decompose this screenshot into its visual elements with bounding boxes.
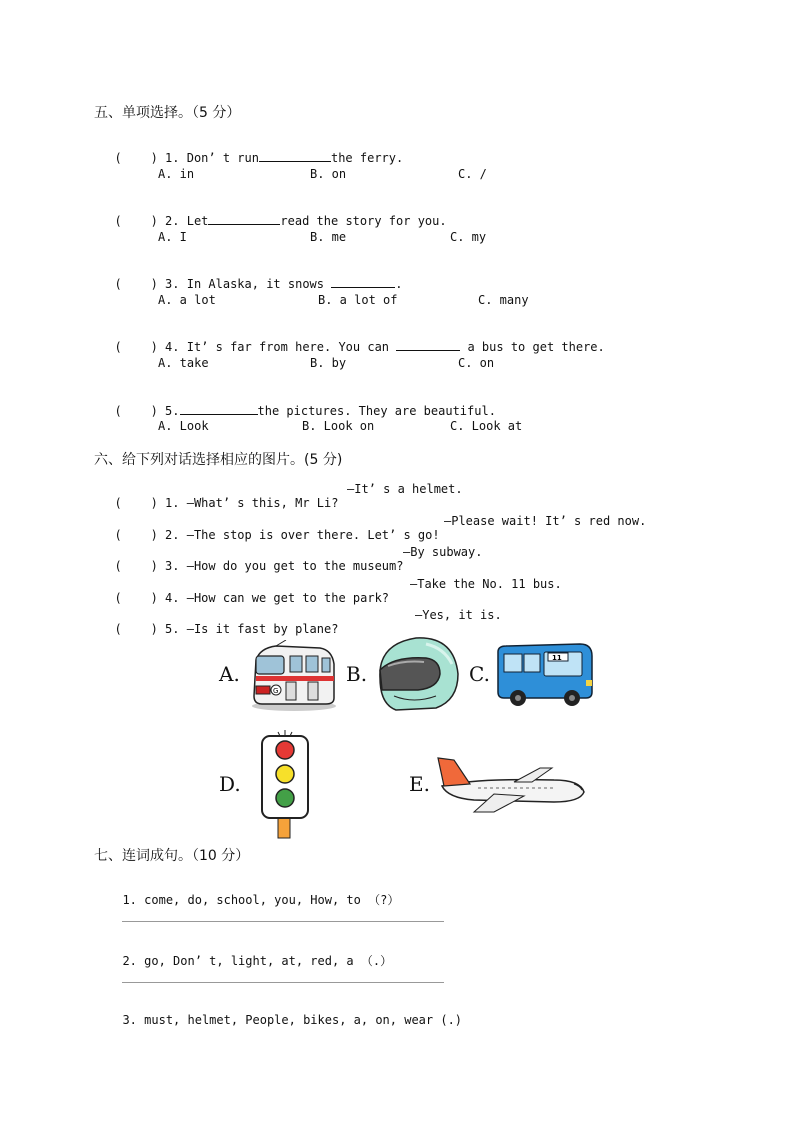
section-6-title: 六、给下列对话选择相应的图片。(5 分) xyxy=(94,452,343,468)
question-5-3 xyxy=(100,261,402,291)
word-list: come, do, school, you, How, to （?） xyxy=(144,893,400,907)
option-c[interactable]: C. Look at xyxy=(450,419,523,433)
question-number: 4. xyxy=(165,591,180,605)
dialog-6-5 xyxy=(100,608,338,636)
question-text: Don’ t run xyxy=(186,151,259,165)
dialog-6-4 xyxy=(100,577,389,605)
question-number: 1. xyxy=(165,496,180,510)
item-number: 3. xyxy=(122,1013,137,1027)
question-number: 3. xyxy=(165,559,180,573)
answer-paren[interactable]: ( ) xyxy=(114,622,158,636)
option-b[interactable]: B. on xyxy=(310,167,347,181)
bus-icon xyxy=(494,640,598,708)
dialog-6-3 xyxy=(100,545,403,573)
item-number: 2. xyxy=(122,954,137,968)
helmet-icon xyxy=(374,634,460,714)
dialog-question: —How can we get to the park? xyxy=(186,591,390,605)
answer-line[interactable] xyxy=(122,982,444,983)
picture-label-a: A. xyxy=(219,662,240,686)
question-5-2 xyxy=(100,198,447,228)
dialog-answer: —Take the No. 11 bus. xyxy=(410,577,562,591)
item-number: 1. xyxy=(122,893,137,907)
airplane-icon xyxy=(434,750,588,816)
question-text: the pictures. They are beautiful. xyxy=(257,404,496,418)
option-a[interactable]: A. Look xyxy=(158,419,209,433)
question-number: 2. xyxy=(165,528,180,542)
answer-paren[interactable]: ( ) xyxy=(114,528,158,542)
subway-train-icon xyxy=(246,640,338,712)
question-number: 1. xyxy=(165,151,180,165)
option-b[interactable]: B. me xyxy=(310,230,347,244)
answer-line[interactable] xyxy=(122,921,444,922)
answer-paren[interactable]: ( ) xyxy=(114,214,158,228)
bus-number: 11 xyxy=(552,654,562,662)
fill-blank[interactable] xyxy=(208,212,280,225)
dialog-answer: —Yes, it is. xyxy=(415,608,502,622)
option-a[interactable]: A. take xyxy=(158,356,209,370)
dialog-question: —Is it fast by plane? xyxy=(186,622,339,636)
section-7-title: 七、连词成句。（10 分） xyxy=(94,848,250,864)
option-b[interactable]: B. by xyxy=(310,356,347,370)
picture-label-e: E. xyxy=(409,772,430,796)
sentence-item-1 xyxy=(108,877,399,908)
option-b[interactable]: B. Look on xyxy=(302,419,375,433)
question-text: a bus to get there. xyxy=(460,340,605,354)
question-5-4 xyxy=(100,324,605,354)
traffic-light-icon xyxy=(256,730,314,840)
option-b[interactable]: B. a lot of xyxy=(318,293,398,307)
dialog-question: —What’ s this, Mr Li? xyxy=(186,496,339,510)
answer-paren[interactable]: ( ) xyxy=(114,340,158,354)
answer-paren[interactable]: ( ) xyxy=(114,151,158,165)
question-number: 5. xyxy=(165,404,180,418)
answer-paren[interactable]: ( ) xyxy=(114,559,158,573)
question-5-1 xyxy=(100,135,403,165)
dialog-answer: —It’ s a helmet. xyxy=(347,482,463,496)
word-list: must, helmet, People, bikes, a, on, wear (.) xyxy=(144,1013,463,1027)
picture-label-d: D. xyxy=(219,772,241,796)
question-number: 5. xyxy=(165,622,180,636)
option-c[interactable]: C. on xyxy=(458,356,495,370)
picture-label-c: C. xyxy=(469,662,490,686)
question-text: It’ s far from here. You can xyxy=(186,340,397,354)
answer-paren[interactable]: ( ) xyxy=(114,591,158,605)
question-number: 3. xyxy=(165,277,180,291)
fill-blank[interactable] xyxy=(180,402,258,415)
sentence-item-3 xyxy=(108,999,462,1027)
svg-text:G: G xyxy=(273,687,279,695)
fill-blank[interactable] xyxy=(396,338,460,351)
picture-label-b: B. xyxy=(346,662,368,686)
dialog-answer: —By subway. xyxy=(403,545,483,559)
option-a[interactable]: A. I xyxy=(158,230,187,244)
dialog-answer: —Please wait! It’ s red now. xyxy=(444,514,647,528)
sentence-item-2 xyxy=(108,938,392,969)
section-5-title: 五、单项选择。（5 分） xyxy=(94,105,241,121)
question-text: the ferry. xyxy=(330,151,404,165)
dialog-question: —The stop is over there. Let’ s go! xyxy=(186,528,440,542)
dialog-6-2 xyxy=(100,514,440,542)
answer-paren[interactable]: ( ) xyxy=(114,404,158,418)
fill-blank[interactable] xyxy=(259,149,331,162)
option-c[interactable]: C. my xyxy=(450,230,487,244)
word-list: go, Don’ t, light, at, red, a （.） xyxy=(144,954,393,968)
question-number: 4. xyxy=(165,340,180,354)
question-text: Let xyxy=(186,214,209,228)
option-a[interactable]: A. in xyxy=(158,167,195,181)
question-5-5 xyxy=(100,388,496,418)
question-text: . xyxy=(395,277,403,291)
question-text: In Alaska, it snows xyxy=(186,277,332,291)
fill-blank[interactable] xyxy=(331,275,395,288)
option-c[interactable]: C. many xyxy=(478,293,529,307)
answer-paren[interactable]: ( ) xyxy=(114,496,158,510)
answer-paren[interactable]: ( ) xyxy=(114,277,158,291)
dialog-question: —How do you get to the museum? xyxy=(186,559,404,573)
dialog-6-1 xyxy=(100,482,338,510)
option-a[interactable]: A. a lot xyxy=(158,293,216,307)
question-number: 2. xyxy=(165,214,180,228)
question-text: read the story for you. xyxy=(280,214,447,228)
option-c[interactable]: C. / xyxy=(458,167,487,181)
